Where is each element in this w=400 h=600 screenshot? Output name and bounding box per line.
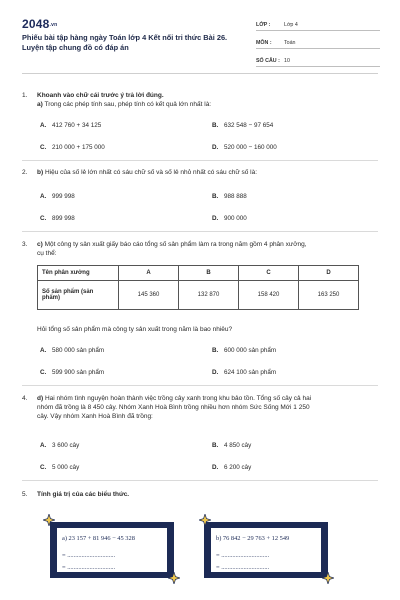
question-text-line-2: nhóm đã trồng là 8 450 cây. Nhóm Xanh Hoà Bình trồng nhiều hơn nhóm Sức Sống Mới 1 250 — [37, 404, 310, 411]
meta-count-value: 10 — [284, 58, 290, 64]
option-letter: C. — [40, 369, 47, 376]
option-q3-d[interactable] — [212, 369, 276, 376]
option-text: 520 000 − 160 000 — [224, 144, 277, 151]
answer-line-2[interactable]: = .............................. — [62, 564, 116, 571]
logo-main: 2048 — [22, 17, 50, 31]
option-text: 5 000 cây — [52, 464, 80, 471]
expression-text: b) 76 842 − 29 763 + 12 549 — [216, 535, 290, 542]
option-q2-d[interactable] — [212, 215, 247, 222]
option-letter: D. — [212, 369, 219, 376]
row-label-line-1: Số sản phẩm (sản — [42, 289, 94, 295]
title-line-2: Luyện tập chung đồ có đáp án — [22, 43, 129, 52]
site-logo[interactable] — [22, 17, 57, 31]
option-q3-b[interactable] — [212, 347, 276, 354]
question-number: 4. — [22, 395, 28, 402]
option-text: 210 000 + 175 000 — [52, 144, 105, 151]
option-q1-b[interactable] — [212, 122, 273, 129]
question-text-line-3: cây. Vậy nhóm Xanh Hoà Bình đã trồng: — [37, 413, 153, 420]
option-letter: A. — [40, 347, 47, 354]
table-header-cell: C — [239, 266, 299, 281]
section-divider — [22, 480, 378, 481]
expression-text: a) 23 157 + 81 946 − 45 328 — [62, 535, 135, 542]
option-q3-a[interactable] — [40, 347, 104, 354]
option-text: 599 900 sản phẩm — [52, 369, 105, 376]
logo-tld: .vn — [49, 21, 58, 28]
option-text: 899 998 — [52, 215, 75, 222]
option-text: 3 600 cây — [52, 442, 80, 449]
table-header-cell: D — [299, 266, 359, 281]
meta-class-value: Lớp 4 — [284, 22, 298, 28]
question-instruction: Khoanh vào chữ cái trước ý trả lời đúng. — [37, 92, 164, 99]
option-text: 900 000 — [224, 215, 247, 222]
question-number: 3. — [22, 241, 28, 248]
part-text: Trong các phép tính sau, phép tính có kết quả lớn nhất là: — [44, 101, 212, 108]
sparkle-star-icon — [43, 514, 55, 526]
title-line-1: Phiếu bài tập hàng ngày Toán lớp 4 Kết nối tri thức Bài 26. — [22, 33, 228, 42]
option-letter: A. — [40, 442, 47, 449]
option-text: 988 888 — [224, 193, 247, 200]
meta-class-row — [256, 16, 380, 31]
option-q3-c[interactable] — [40, 369, 104, 376]
table-cell: 132 870 — [179, 281, 239, 310]
question-text: Hỏi tổng số sản phẩm mà công ty sản xuất trong năm là bao nhiêu? — [37, 326, 233, 333]
sparkle-star-icon — [199, 514, 211, 526]
meta-class-label: LỚP : — [256, 22, 271, 28]
row-label-line-2: phẩm) — [42, 295, 60, 301]
header-divider — [22, 73, 378, 74]
table-header-row — [38, 266, 359, 281]
option-letter: C. — [40, 215, 47, 222]
table-cell: 145 360 — [119, 281, 179, 310]
question-text: Một công ty sản xuất giấy báo cáo tổng số sản phẩm làm ra trong năm gồm 4 phân xưởng, — [44, 241, 307, 248]
workshop-table — [37, 265, 359, 310]
table-header-cell: Tên phân xưởng — [38, 266, 119, 281]
option-letter: B. — [212, 193, 219, 200]
table-header-cell: B — [179, 266, 239, 281]
option-q2-a[interactable] — [40, 193, 75, 200]
option-text: 4 850 cây — [224, 442, 252, 449]
question-text-line-1 — [37, 240, 377, 249]
option-letter: D. — [212, 464, 219, 471]
option-text: 632 548 − 97 654 — [224, 122, 274, 129]
option-text: 580 000 sản phẩm — [52, 347, 105, 354]
question-part-a — [37, 100, 377, 109]
table-cell: 158 420 — [239, 281, 299, 310]
option-text: 6 200 cây — [224, 464, 252, 471]
meta-fields — [256, 16, 380, 70]
part-label: c) — [37, 241, 43, 248]
option-letter: D. — [212, 144, 219, 151]
option-q2-c[interactable] — [40, 215, 75, 222]
question-text-line-1 — [37, 394, 377, 403]
question-number: 2. — [22, 169, 28, 176]
option-q1-a[interactable] — [40, 122, 101, 129]
sparkle-star-icon — [168, 572, 180, 584]
table-header-cell: A — [119, 266, 179, 281]
section-divider — [22, 231, 378, 232]
question-instruction: Tính giá trị của các biểu thức. — [37, 491, 130, 498]
question-text: Hiệu của số lẻ lớn nhất có sáu chữ số và số lẻ nhỏ nhất có sáu chữ số là: — [44, 169, 258, 176]
option-q4-b[interactable] — [212, 442, 251, 449]
meta-count-row — [256, 52, 380, 67]
table-cell: 163 250 — [299, 281, 359, 310]
option-letter: B. — [212, 347, 219, 354]
part-label: b) — [37, 169, 44, 176]
question-number: 5. — [22, 491, 28, 498]
option-text: 624 100 sản phẩm — [224, 369, 277, 376]
meta-subject-value: Toán — [284, 40, 296, 46]
option-q1-c[interactable] — [40, 144, 105, 151]
question-text-line-2: cụ thể: — [37, 250, 57, 257]
option-letter: C. — [40, 144, 47, 151]
option-text: 412 760 + 34 125 — [52, 122, 102, 129]
expression-card-b — [204, 522, 328, 578]
option-q2-b[interactable] — [212, 193, 247, 200]
option-letter: D. — [212, 215, 219, 222]
section-divider — [22, 385, 378, 386]
page-title — [22, 33, 237, 53]
option-text: 999 998 — [52, 193, 75, 200]
table-row-label — [38, 281, 119, 310]
option-letter: B. — [212, 122, 219, 129]
question-text: Hai nhóm tình nguyện hoàn thành việc trồng cây xanh trong khu bảo tồn. Tổng số cây cả hai — [44, 395, 312, 402]
meta-subject-label: MÔN : — [256, 40, 272, 46]
option-q4-d[interactable] — [212, 464, 251, 471]
option-letter: B. — [212, 442, 219, 449]
answer-line-1[interactable]: = .............................. — [216, 552, 270, 559]
meta-subject-row — [256, 34, 380, 49]
option-letter: C. — [40, 464, 47, 471]
answer-line-2[interactable]: = .............................. — [216, 564, 270, 571]
table-row — [38, 281, 359, 310]
expression-card-a — [50, 522, 174, 578]
part-label: d) — [37, 395, 44, 402]
option-q1-d[interactable] — [212, 144, 277, 151]
question-number: 1. — [22, 92, 28, 99]
meta-count-label: SỐ CÂU : — [256, 58, 280, 64]
option-q4-a[interactable] — [40, 442, 79, 449]
option-letter: A. — [40, 122, 47, 129]
sparkle-star-icon — [322, 572, 334, 584]
option-text: 600 000 sản phẩm — [224, 347, 277, 354]
section-divider — [22, 160, 378, 161]
part-label: a) — [37, 101, 43, 108]
option-q4-c[interactable] — [40, 464, 79, 471]
option-letter: A. — [40, 193, 47, 200]
answer-line-1[interactable]: = .............................. — [62, 552, 116, 559]
